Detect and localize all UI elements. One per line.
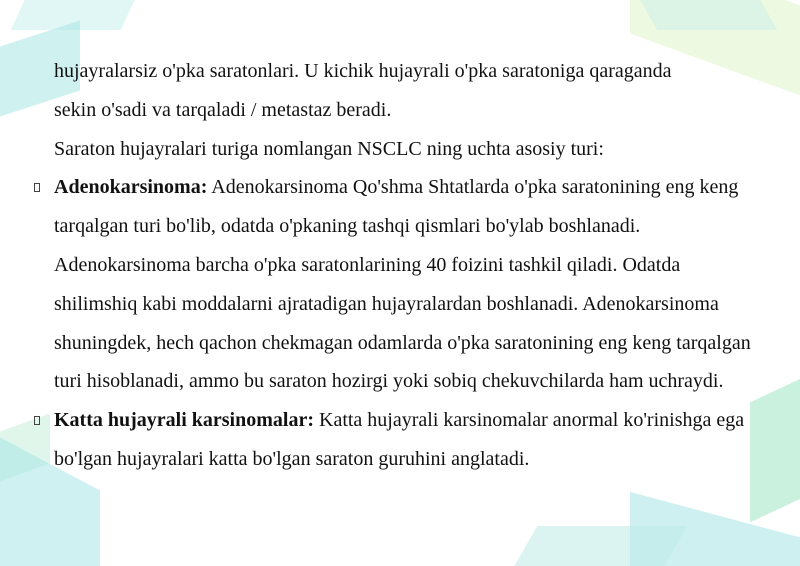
decorative-shape: [503, 526, 688, 566]
list-item-adenocarcinoma: [0, 168, 800, 401]
item-text: Adenokarsinoma Qo'shma Shtatlarda o'pka saratonining eng keng tarqalgan turi bo'lib, odatda o'pkaning tashqi qismlari bo'ylab boshlanadi. Adenokarsinoma barcha o'pka saratonlarining 40 foizini tashkil qiladi. Odatda shilimshiq kabi moddalarni ajratadigan hujayralardan boshlanadi. Adenokarsinoma shuningdek, hech qachon chekmagan odamlarda o'pka saratonining eng keng tarqalgan turi hisoblanadi, ammo bu saraton hozirgi yoki sobiq chekuvchilarda ham uchraydi.: [54, 176, 751, 393]
intro-paragraph: [0, 52, 800, 130]
bullet-icon: [34, 416, 40, 425]
bullet-icon: [34, 183, 40, 192]
item-term: Adenokarsinoma:: [54, 176, 208, 199]
intro-line-1: hujayralarsiz o'pka saratonlari. U kichik hujayrali o'pka saratoniga qaraganda: [54, 60, 672, 82]
item-term: Katta hujayrali karsinomalar:: [54, 409, 314, 432]
item-text: Katta hujayrali karsinomalar anormal ko'rinishga ega bo'lgan hujayralari katta bo'lgan saraton guruhini anglatadi.: [54, 409, 745, 470]
lead-sentence: Saraton hujayralari turiga nomlangan NSCLC ning uchta asosiy turi:: [54, 137, 604, 160]
intro-line-2: sekin o'sadi va tarqaladi / metastaz beradi.: [54, 98, 392, 121]
slide-body: [0, 52, 800, 479]
list-item-large-cell-carcinoma: [0, 401, 800, 479]
